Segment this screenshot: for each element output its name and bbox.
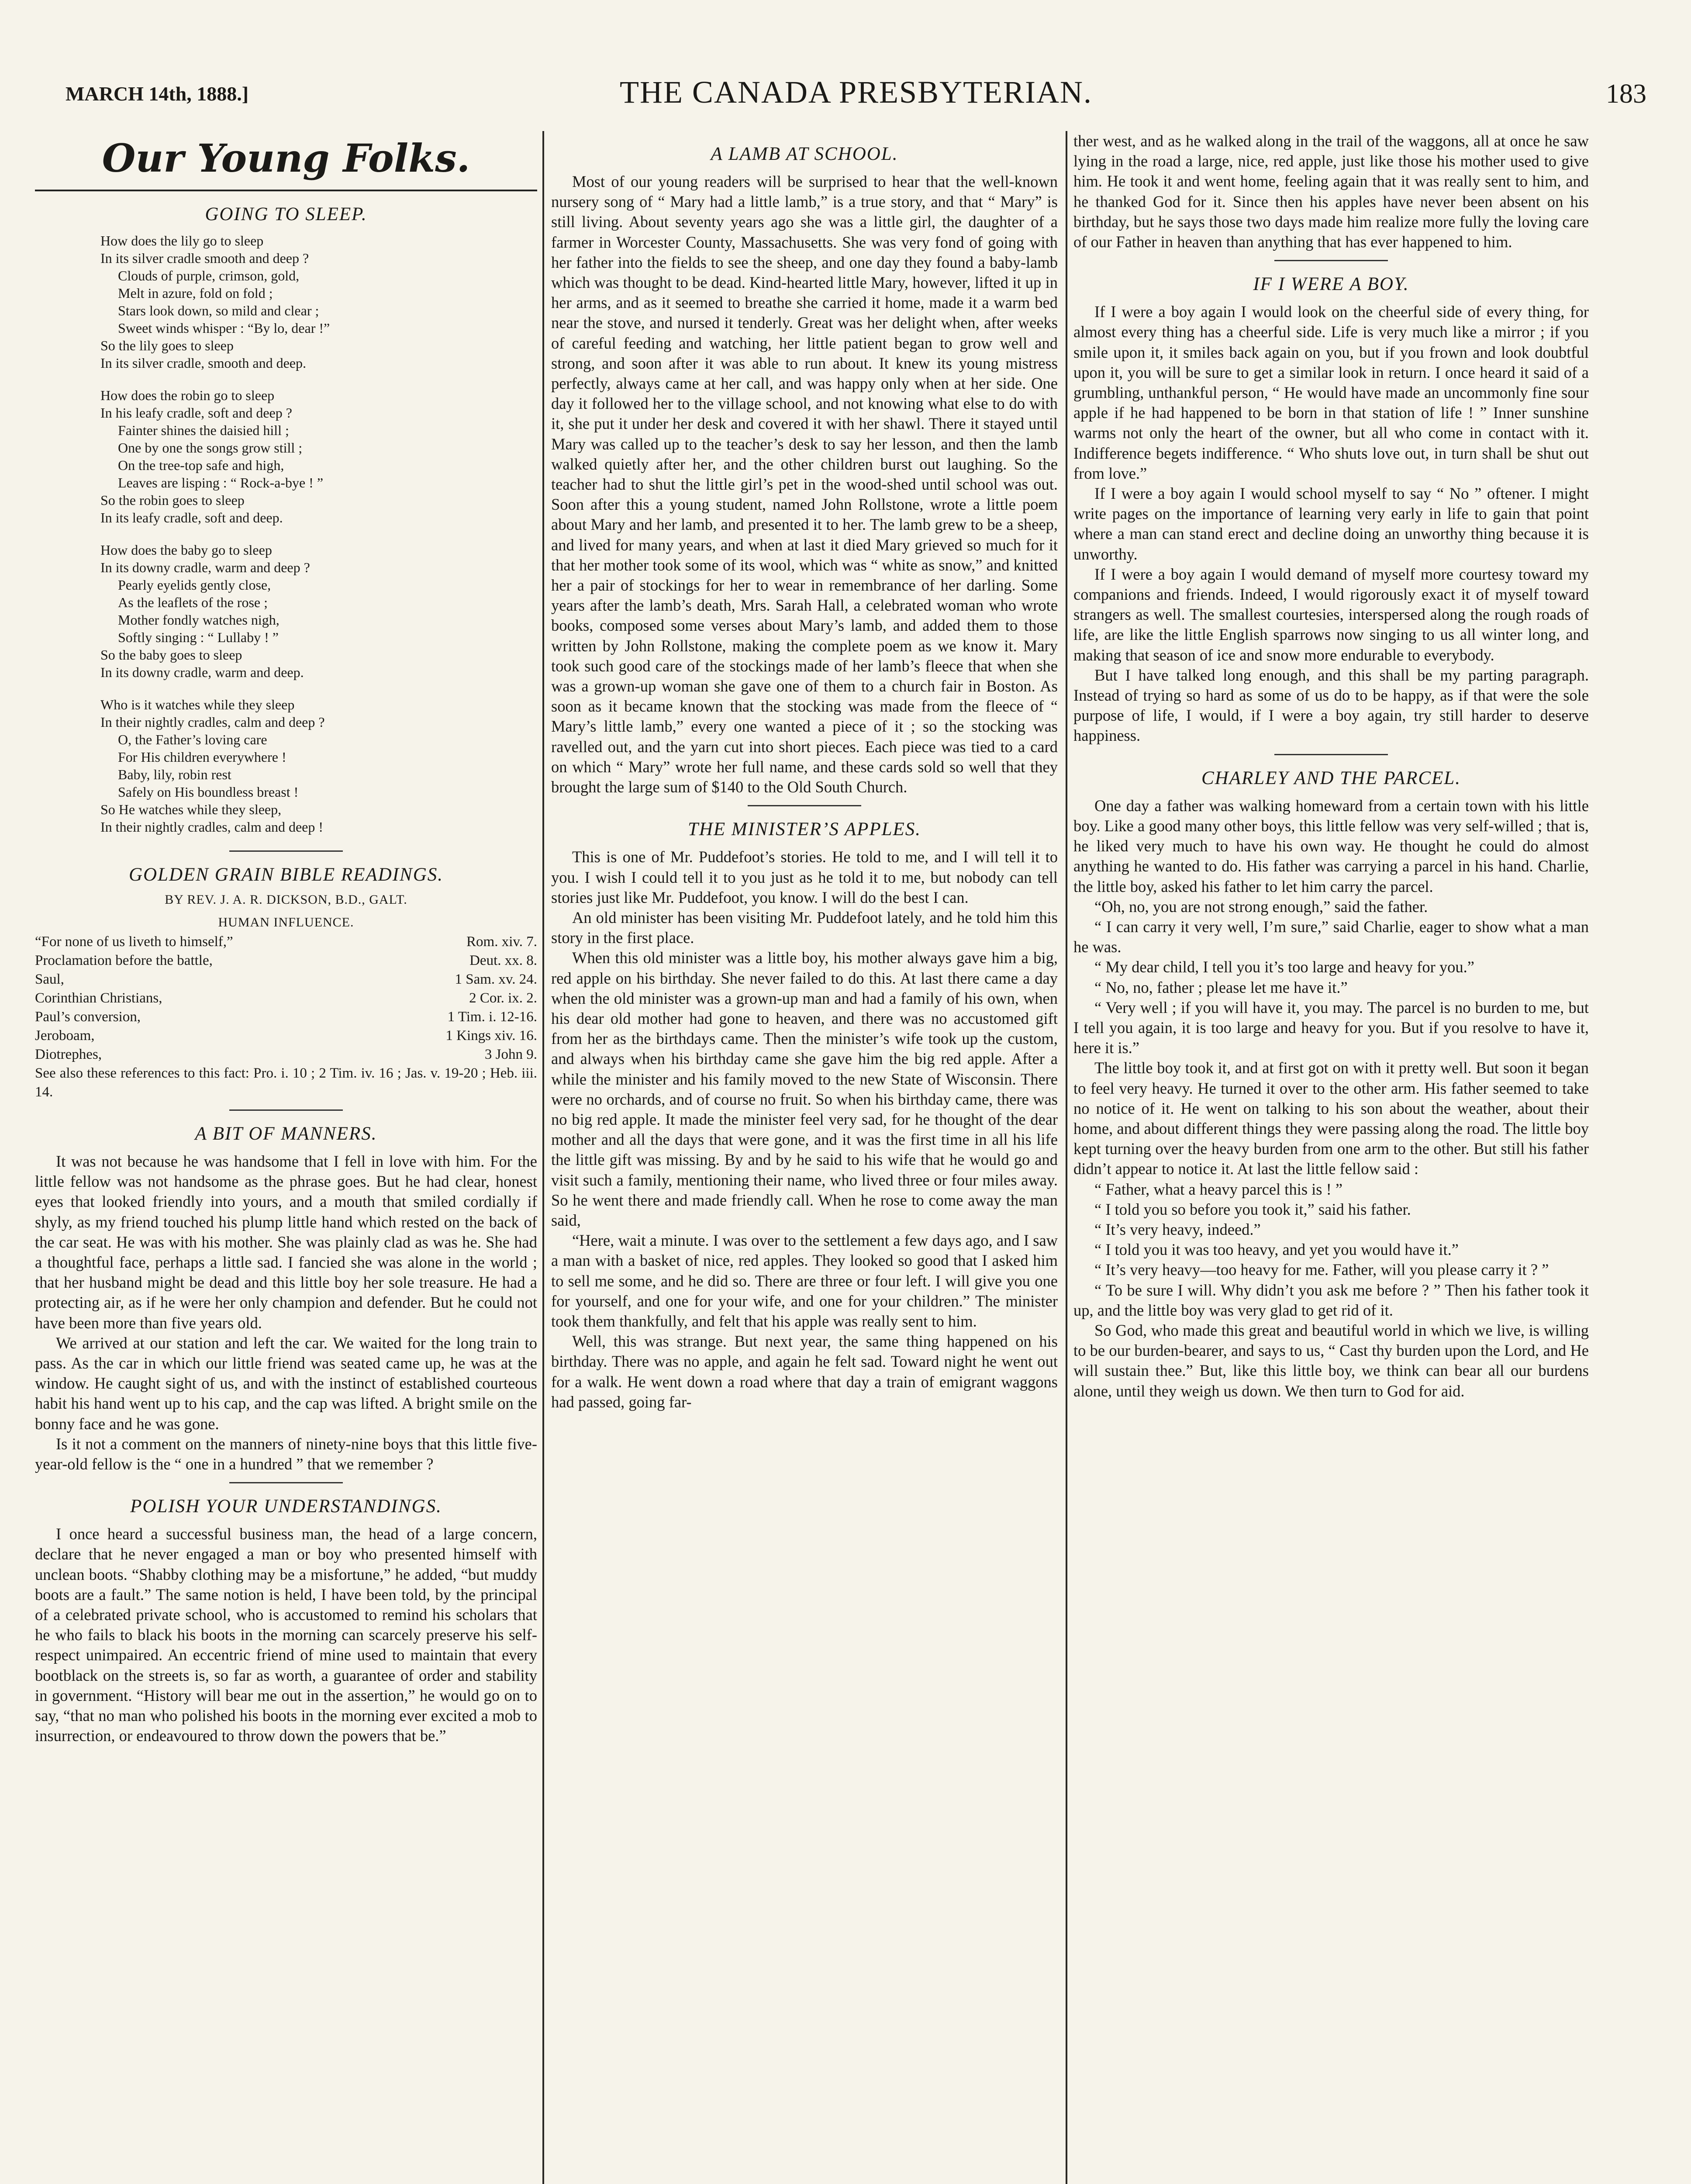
- poem-line: In its downy cradle, warm and deep ?: [100, 560, 310, 575]
- paragraph: “ I told you so before you took it,” said his father.: [1094, 1200, 1411, 1218]
- article-heading: IF I WERE A BOY.: [1253, 274, 1409, 295]
- divider: [1274, 260, 1388, 261]
- reference-row: [35, 1026, 537, 1045]
- see-also-text: See also these references to this fact: Pro. i. 10 ; 2 Tim. iv. 16 ; Jas. v. 19-20 ; Heb. iii. 14.: [35, 1065, 537, 1100]
- poem-line: As the leaflets of the rose ;: [118, 594, 268, 610]
- poem-line: Fainter shines the daisied hill ;: [118, 422, 289, 438]
- paragraph: This is one of Mr. Puddefoot’s stories. He told to me, and I will tell it to you. I wish I could tell it to you just as he told it to me, but nobody can tell stories just like Mr. Puddefoot, you know. I will do the best I can.: [551, 848, 1058, 906]
- poem-line: Who is it watches while they sleep: [100, 697, 295, 712]
- poem-line: Stars look down, so mild and clear ;: [118, 303, 319, 318]
- poem-line: Clouds of purple, crimson, gold,: [118, 268, 300, 283]
- article-heading: GOING TO SLEEP.: [205, 204, 367, 225]
- reference-row: [35, 933, 537, 951]
- paragraph: When this old minister was a little boy, his mother always gave him a big, red apple on his birthday. She never failed to do this. At last there came a day when the old minister was a grown-up man and had a family of his own, when his dear old mother had gone to heaven, and there was no accustomed gift from her as the birthdays came. Then the minister’s wife took up the custom, and always when his birthday came she gave him the big red apple. After a while the minister and his family moved to the new State of Wisconsin. There were no orchards, and of course no fruit. So when his birthday came, there was no big red apple. It made the minister feel very sad, for he thought of the dear mother and all the days that were gone, and it was the first time in all his life the little gift was missing. By and by he said to his wife that he would go and visit such a family, mentioning their name, who lived three or four miles away. So he went there and made friendly call. When he rose to come away the man said,: [551, 949, 1058, 1229]
- paragraph: Is it not a comment on the manners of ninety-nine boys that this little five-year-old fellow is the “ one in a hundred ” that we remember ?: [35, 1434, 537, 1473]
- paragraph: An old minister has been visiting Mr. Puddefoot lately, and he told him this story in the first place.: [551, 908, 1058, 947]
- paragraph: “ It’s very heavy, indeed.”: [1094, 1220, 1261, 1238]
- poem-line: In its leafy cradle, soft and deep.: [100, 510, 283, 525]
- paragraph: If I were a boy again I would school myself to say “ No ” oftener. I might write pages on the importance of learning very early in life to gain that point where a man can stand erect and decline doing an unworthy thing because it is unworthy.: [1073, 484, 1589, 563]
- article-heading: A LAMB AT SCHOOL.: [711, 144, 898, 164]
- divider: [229, 1109, 343, 1111]
- reference-citation: 1 Tim. i. 12-16.: [447, 1009, 537, 1025]
- reference-row: [35, 1008, 537, 1026]
- paragraph: “ I can carry it very well, I’m sure,” said Charlie, eager to show what a man he was.: [1073, 917, 1589, 956]
- paragraph: Well, this was strange. But next year, the same thing happened on his birthday. There was no apple, and again he felt sad. Toward night he went out for a walk. He went down a road where that day a train of emigrant waggons had passed, going far-: [551, 1332, 1058, 1411]
- poem-line: So the lily goes to sleep: [100, 338, 234, 353]
- reference-citation: Deut. xx. 8.: [469, 953, 537, 968]
- reference-text: Paul’s conversion,: [35, 1009, 141, 1025]
- article-heading: GOLDEN GRAIN BIBLE READINGS.: [128, 864, 444, 885]
- paragraph: “ To be sure I will. Why didn’t you ask me before ? ” Then his father took it up, and the little boy was very glad to get rid of it.: [1073, 1281, 1589, 1319]
- article-heading: POLISH YOUR UNDERSTANDINGS.: [130, 1496, 442, 1517]
- poem-line: Softly singing : “ Lullaby ! ”: [118, 629, 279, 645]
- paragraph: We arrived at our station and left the car. We waited for the long train to pass. As the car in which our little friend was seated came up, he was at the window. He caught sight of us, and with the instinct of established courteous habit his hand went up to his cap, and the cap was lifted. A bright smile on the bonny face and he was gone.: [35, 1334, 537, 1433]
- byline: BY REV. J. A. R. DICKSON, B.D., GALT.: [165, 892, 407, 907]
- poem-line: Safely on His boundless breast !: [118, 784, 299, 800]
- subheading: HUMAN INFLUENCE.: [218, 915, 354, 930]
- newspaper-title: THE CANADA PRESBYTERIAN.: [619, 75, 1093, 110]
- reference-text: Jeroboam,: [35, 1028, 95, 1044]
- poem-line: For His children everywhere !: [118, 749, 286, 765]
- issue-date: MARCH 14th, 1888.]: [66, 83, 249, 105]
- reference-citation: 1 Sam. xv. 24.: [455, 971, 537, 987]
- column-3: [1073, 131, 1589, 2184]
- paragraph: It was not because he was handsome that I fell in love with him. For the little fellow was not handsome as the phrase goes. But he had clear, honest eyes that looked friendly into yours, and a mouth that smiled cordially if shyly, as my friend touched his plump little hand which rested on the back of the car seat. He was with his mother. She was plainly clad as was he. She had a thoughtful face, perhaps a little sad. I fancied she was alone in the world ; that her husband might be dead and this little boy her sole treasure. He had a protecting air, as if he were her only champion and defender. But he could not have been more than five years old.: [35, 1152, 537, 1332]
- paragraph: Most of our young readers will be surprised to hear that the well-known nursery song of “ Mary had a little lamb,” is a true story, and that “ Mary” is still living. About seventy years ago she was a little girl, the daughter of a farmer in Worcester County, Massachusetts. She was very fond of going with her father into the fields to see the sheep, and one day they found a baby-lamb which was thought to be dead. Kind-hearted little Mary, however, lifted it up in her arms, and as it seemed to breathe she carried it home, made it a warm bed near the stove, and nursed it tenderly. Great was her delight when, after weeks of careful feeding and watching, her little patient began to grow well and strong, and soon after it was able to run about. It knew its young mistress perfectly, always came at her call, and was happy only when at her side. One day it followed her to the village school, and not knowing what else to do with it, she put it under her desk and covered it with her shawl. There it stayed until Mary was called up to the teacher’s desk to say her lesson, and then the lamb walked quietly after her, and the other children burst out laughing. So the teacher had to shut the little girl’s pet in the wood-shed until school was out. Soon after this a young student, named John Rollstone, wrote a little poem about Mary and her lamb, and presented it to her. The lamb grew to be a sheep, and lived for many years, and when at last it died Mary grieved so much for it that her mother took some of its wool, which was “ white as snow,” and knitted her a pair of stockings for her to wear in remembrance of her darling. Some years after the lamb’s death, Mrs. Sarah Hall, a celebrated woman who wrote books, composed some verses about Mary’s lamb, and added them to those written by John Rollstone, making the complete poem as we know it. Mary took such good care of the stockings made of her lamb’s fleece that when she was a grown-up woman she gave one of them to a church fair in Boston. As soon as it became known that the stocking was made from the fleece of “ Mary’s little lamb,” every one wanted a piece of it ; so the stocking was ravelled out, and the yarn cut into short pieces. Each piece was tied to a card on which “ Mary” wrote her full name, and these cards sold so well that they brought the large sum of $140 to the Old South Church.: [551, 173, 1058, 796]
- bible-references: [35, 933, 537, 1102]
- poem-line: In its silver cradle smooth and deep ?: [100, 250, 309, 266]
- paragraph: But I have talked long enough, and this shall be my parting paragraph. Instead of trying so hard as some of us do to be happy, as if that were the sole purpose of life, I would, if I were a boy again, try still harder to deserve happiness.: [1073, 666, 1589, 745]
- paragraph: “Oh, no, you are not strong enough,” said the father.: [1094, 897, 1428, 916]
- paragraph: ther west, and as he walked along in the trail of the waggons, all at once he saw lying in the road a large, nice, red apple, just like those his mother used to give him. He took it and went home, feeling again that it was really sent to him, and he thanked God for it. Since then his apples have never been absent on his birthday, but he says those two days made him realize more fully the loving care of our Father in heaven than anything that has ever happened to him.: [1073, 132, 1589, 251]
- reference-row: [35, 970, 537, 989]
- poem-stanza: [100, 541, 537, 681]
- poem-stanza: [100, 232, 537, 372]
- reference-row: [35, 951, 537, 970]
- poem: [100, 232, 537, 836]
- reference-row: [35, 989, 537, 1008]
- paragraph: One day a father was walking homeward from a certain town with his little boy. Like a good many other boys, this little fellow was very self-willed ; that is, he liked very much to have his own way. He thought he could do almost anything he wanted to do. His father was carrying a parcel in his hand. Charlie, the little boy, asked his father to let him carry the parcel.: [1073, 796, 1589, 895]
- poem-line: On the tree-top safe and high,: [118, 457, 284, 473]
- reference-citation: Rom. xiv. 7.: [466, 934, 537, 950]
- poem-line: So He watches while they sleep,: [100, 802, 282, 817]
- poem-line: How does the baby go to sleep: [100, 542, 272, 558]
- article-heading: THE MINISTER’S APPLES.: [687, 819, 921, 840]
- poem-line: In its silver cradle, smooth and deep.: [100, 355, 306, 371]
- poem-line: Pearly eyelids gently close,: [118, 577, 271, 593]
- poem-stanza: [100, 387, 537, 526]
- paragraph: “Here, wait a minute. I was over to the settlement a few days ago, and I saw a man with a basket of nice, red apples. They looked so good that I asked him to sell me some, and he did so. There are three or four left. I will give you one for yourself, and one for your wife, and one for your children.” The minister took them thankfully, and felt that his apple was really sent to him.: [551, 1231, 1058, 1330]
- poem-line: In its downy cradle, warm and deep.: [100, 664, 304, 680]
- page-header: [66, 74, 1646, 127]
- paragraph: “ Very well ; if you will have it, you may. The parcel is no burden to me, but I tell you again, it is too large and heavy for you. But if you resolve to have it, here it is.”: [1073, 998, 1589, 1057]
- column-rule: [1066, 131, 1067, 2184]
- paragraph: So God, who made this great and beautiful world in which we live, is willing to be our burden-bearer, and says to us, “ Cast thy burden upon the Lord, and He will sustain thee.” But, like this little boy, we think can bear all our burdens alone, until they weigh us down. We then turn to God for aid.: [1073, 1321, 1589, 1400]
- column-rule: [542, 131, 544, 2184]
- reference-row: [35, 1045, 537, 1064]
- reference-text: Proclamation before the battle,: [35, 953, 213, 968]
- paragraph: If I were a boy again I would look on the cheerful side of every thing, for almost every thing has a cheerful side. Life is very much like a mirror ; if you smile upon it, it smiles back again on you, but if you frown and look doubtful upon it, you will be sure to get a similar look in return. I once heard it said of a grumbling, unthankful person, “ He would have made an uncommonly fine sour apple if he had happened to be born in that station of life ! ” Inner sunshine warms not only the heart of the owner, but all who come in contact with it. Indifference begets indifference. “ Who shuts love out, in turn shall be shut out from love.”: [1073, 303, 1589, 482]
- poem-line: How does the lily go to sleep: [100, 233, 264, 249]
- poem-line: Melt in azure, fold on fold ;: [118, 285, 273, 301]
- paragraph: “ It’s very heavy—too heavy for me. Father, will you please carry it ? ”: [1094, 1261, 1549, 1279]
- poem-line: One by one the songs grow still ;: [118, 440, 303, 456]
- page-number: 183: [1606, 79, 1646, 109]
- column-2: [551, 131, 1058, 2184]
- poem-line: In their nightly cradles, calm and deep ?: [100, 714, 325, 730]
- section-masthead: Our Young Folks.: [35, 135, 537, 191]
- reference-citation: 1 Kings xiv. 16.: [445, 1028, 537, 1044]
- paragraph: “ No, no, father ; please let me have it.”: [1094, 978, 1348, 996]
- poem-line: Sweet winds whisper : “By lo, dear !”: [118, 320, 330, 336]
- poem-line: Mother fondly watches nigh,: [118, 612, 280, 628]
- reference-citation: 3 John 9.: [484, 1047, 537, 1062]
- reference-text: Saul,: [35, 971, 64, 987]
- poem-stanza: [100, 696, 537, 836]
- paragraph: If I were a boy again I would demand of myself more courtesy toward my companions and friends. Indeed, I would rigorously exact it of myself toward strangers as well. The smallest courtesies, interspersed along the rough roads of life, are like the little English sparrows now singing to us all winter long, and making that season of ice and snow more endurable to everybody.: [1073, 565, 1589, 664]
- divider: [748, 805, 861, 806]
- poem-line: Leaves are lisping : “ Rock-a-bye ! ”: [118, 475, 324, 491]
- divider: [1274, 754, 1388, 755]
- article-heading: A BIT OF MANNERS.: [195, 1123, 377, 1144]
- column-1: [35, 131, 537, 2184]
- divider: [229, 850, 343, 852]
- paragraph: “ I told you it was too heavy, and yet you would have it.”: [1094, 1241, 1459, 1259]
- paragraph: “ My dear child, I tell you it’s too large and heavy for you.”: [1094, 958, 1475, 976]
- paragraph: “ Father, what a heavy parcel this is ! ”: [1094, 1180, 1343, 1198]
- poem-line: So the baby goes to sleep: [100, 647, 242, 663]
- paragraph: The little boy took it, and at first got on with it pretty well. But soon it began to feel very heavy. He turned it over to the other arm. His father seemed to take no notice of it. He went on talking to his son about the weather, about their home, and about different things they were passing along the road. The little boy kept turning over the heavy burden from one arm to the other. But still his father didn’t appear to notice it. At last the little fellow said :: [1073, 1059, 1589, 1178]
- poem-line: How does the robin go to sleep: [100, 387, 275, 403]
- divider: [229, 1482, 343, 1483]
- article-heading: CHARLEY AND THE PARCEL.: [1201, 767, 1461, 788]
- reference-citation: 2 Cor. ix. 2.: [469, 990, 537, 1006]
- paragraph: I once heard a successful business man, the head of a large concern, declare that he never engaged a man or boy who presented himself with unclean boots. “Shabby clothing may be a misfortune,” he added, “but muddy boots are a fault.” The same notion is held, I have been told, by the principal of a celebrated private school, who is accustomed to remind his scholars that he who fails to black his boots in the morning can scarcely preserve his self-respect unimpaired. An eccentric friend of mine used to maintain that every bootblack on the streets is, so far as worth, a guarantee of order and stability in government. “History will bear me out in the assertion,” he would go on to say, “that no man who polished his boots in the morning ever excited a mob to insurrection, or endeavoured to throw down the powers that be.”: [35, 1525, 537, 1745]
- reference-text: Diotrephes,: [35, 1047, 102, 1062]
- reference-text: Corinthian Christians,: [35, 990, 162, 1006]
- poem-line: So the robin goes to sleep: [100, 492, 245, 508]
- poem-line: O, the Father’s loving care: [118, 732, 267, 747]
- poem-line: Baby, lily, robin rest: [118, 767, 231, 782]
- poem-line: In his leafy cradle, soft and deep ?: [100, 405, 292, 421]
- reference-text: “For none of us liveth to himself,”: [35, 934, 233, 950]
- poem-line: In their nightly cradles, calm and deep !: [100, 819, 324, 835]
